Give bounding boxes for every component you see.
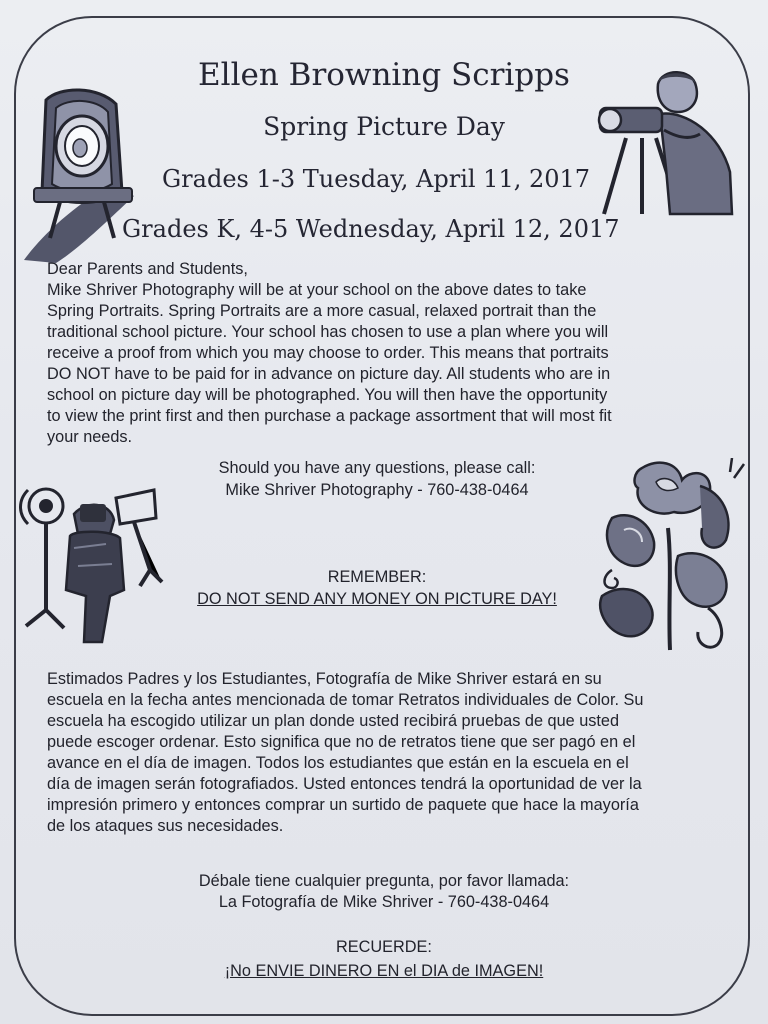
spanish-contact-line: La Fotografía de Mike Shriver - 760-438-0464 <box>218 893 550 911</box>
spanish-body-line: Estimados Padres y los Estudiantes, Fotografía de Mike Shriver estará en su <box>47 670 602 688</box>
spanish-body-line: puede escoger ordenar. Esto significa que no de retratos tiene que ser pagó en el <box>47 733 636 751</box>
remember-warning: DO NOT SEND ANY MONEY ON PICTURE DAY! <box>197 590 557 608</box>
recuerde-warning: ¡No ENVIE DINERO EN el DIA de IMAGEN! <box>224 962 544 980</box>
english-contact-line: Mike Shriver Photography - 760-438-0464 <box>225 481 529 499</box>
english-body-line: DO NOT have to be paid for in advance on picture day. All students who are in <box>47 365 611 383</box>
spanish-body-line: impresión primero y entonces comprar un surtido de paquete que hace la mayoría <box>47 796 639 814</box>
grades-schedule-2: Grades K, 4-5 Wednesday, April 12, 2017 <box>122 215 620 243</box>
spanish-questions-line: Débale tiene cualquier pregunta, por favor llamada: <box>198 872 570 890</box>
spanish-body-line: avance en el día de imagen. Todos los estudiantes que están en la escuela en el <box>47 754 629 772</box>
remember-label: REMEMBER: <box>327 568 427 586</box>
english-body-line: to view the print first and then purchase a package assortment that will most fit <box>47 407 612 425</box>
grades-schedule-1: Grades 1-3 Tuesday, April 11, 2017 <box>162 165 591 193</box>
spanish-body-line: escuela ha escogido utilizar un plan donde usted recibirá pruebas de que usted <box>47 712 620 730</box>
photographer-studio-lights-icon <box>14 478 176 644</box>
flyer-title: Ellen Browning Scripps <box>198 57 570 93</box>
english-body-line: traditional school picture. Your school has chosen to use a plan where you will <box>47 323 609 341</box>
english-body-line: Spring Portraits. Spring Portraits are a more casual, relaxed portrait than the <box>47 302 597 320</box>
flyer-subtitle: Spring Picture Day <box>263 112 505 141</box>
flower-icon <box>598 458 748 653</box>
english-body-line: school on picture day will be photographed. You will then have the opportunity <box>47 386 608 404</box>
english-questions-line: Should you have any questions, please call: <box>218 459 536 477</box>
english-body-line: receive a proof from which you may choose to order. This means that portraits <box>47 344 609 362</box>
spanish-body-line: día de imagen serán fotografiados. Usted entonces tendrá la oportunidad de ver la <box>47 775 642 793</box>
english-body-line: Mike Shriver Photography will be at your school on the above dates to take <box>47 281 587 299</box>
greeting: Dear Parents and Students, <box>47 260 248 278</box>
recuerde-label: RECUERDE: <box>336 938 432 956</box>
spanish-body-line: de los ataques sus necesidades. <box>47 817 284 835</box>
spanish-body-line: escuela en la fecha antes mencionada de tomar Retratos individuales de Color. Su <box>47 691 644 709</box>
english-body-line: your needs. <box>47 428 133 446</box>
